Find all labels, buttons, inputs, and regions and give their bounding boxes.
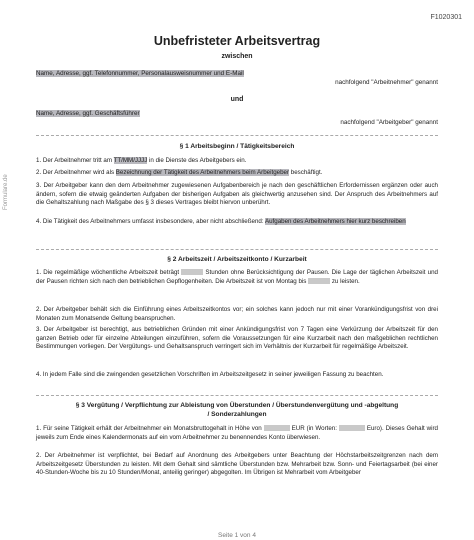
s1-p1-text-a: 1. Der Arbeitnehmer tritt am	[36, 157, 112, 164]
page-footer: Seite 1 von 4	[218, 532, 256, 539]
section-3-heading-line-2: / Sonderzahlungen	[207, 411, 267, 418]
section-3-heading: § 3 Vergütung / Verpflichtung zur Ableistung von Überstunden / Überstundenvergütung und -abgeltung	[75, 402, 399, 409]
employee-fields-placeholder: Name, Adresse, ggf. Telefonnummer, Personalausweisnummer und E-Mail	[36, 70, 244, 77]
s1-p2-text-b: beschäftigt.	[290, 169, 323, 176]
s3-p1-text-a: 1. Für seine Tätigkeit erhält der Arbeitnehmer ein Monatsbruttogehalt in Höhe von	[36, 425, 262, 432]
s2-p1-text-a: 1. Die regelmäßige wöchentliche Arbeitszeit beträgt	[36, 269, 180, 276]
section-1-heading: § 1 Arbeitsbeginn / Tätigkeitsbereich	[179, 143, 295, 150]
s1-p1-text-b: in die Dienste des Arbeitgebers ein.	[149, 157, 247, 164]
s3-p1-text-c: Euro). Dieses Gehalt wird jeweils zum Ende eines Kalendermonats auf ein vom Arbeitnehmer zu benennendes Konto überwiesen.	[36, 425, 438, 441]
s1-p2-text-a: 2. Der Arbeitnehmer wird als	[36, 169, 115, 176]
salary-words-blank	[339, 425, 365, 431]
weekday-blank	[308, 278, 330, 284]
s2-para-2: 2. Der Arbeitgeber behält sich die Einführung eines Arbeitszeitkontos vor; ein solches kann jedoch nur mit einer Vorankündigungsfrist von drei Monaten zum Monatsende Geltung beanspruchen.	[36, 306, 438, 322]
divider	[36, 135, 438, 136]
and-label: und	[230, 96, 244, 103]
employer-fields	[36, 110, 140, 119]
s1-para-4	[36, 218, 438, 227]
s2-para-1	[36, 269, 438, 286]
divider	[36, 249, 438, 250]
s1-para-2	[36, 169, 438, 178]
s2-para-3: 3. Der Arbeitgeber ist berechtigt, aus betrieblichen Gründen mit einer Ankündigungsfrist von 7 Tagen eine Verkürzung der Arbeitszeit für den ganzen Betrieb oder für einzelne Abteilungen einzuführen, sofern die Voraussetzungen für eine Kurzarbeit nach den maßgeblichen rechtlichen Bestimmungen vorliegen. Der Vergütungs- und Gehaltsanspruch verringert sich im Verhältnis der Kurzarbeit für regelmäßige Arbeitszeit.	[36, 326, 438, 351]
document-title: Unbefristeter Arbeitsvertrag	[153, 34, 321, 48]
tasks-placeholder: Aufgaben des Arbeitnehmers hier kurz beschreiben	[264, 218, 406, 225]
between-label: zwischen	[221, 53, 253, 60]
section-2-heading: § 2 Arbeitszeit / Arbeitszeitkonto / Kurzarbeit	[167, 256, 307, 263]
s1-para-1	[36, 157, 438, 166]
document-id: F1020301	[430, 14, 462, 21]
job-title-placeholder: Bezeichnung der Tätigkeit des Arbeitnehmers beim Arbeitgeber	[115, 169, 290, 176]
divider	[36, 395, 438, 396]
salary-blank	[264, 425, 290, 431]
start-date-placeholder: TT/MM/JJJJ	[113, 157, 148, 164]
hours-blank	[181, 269, 203, 275]
s2-p1-text-b: Stunden ohne Berücksichtigung der Pausen. Die Lage der täglichen Arbeitszeit und der Pausen richten sich nach den betrieblichen Gepflogenheiten. Die Arbeitszeit ist von Montag bis	[36, 269, 438, 285]
s2-para-4: 4. In jedem Falle sind die zwingenden gesetzlichen Vorschriften im Arbeitszeitgesetz in seiner jeweiligen Fassung zu beachten.	[36, 371, 384, 378]
s3-para-1	[36, 425, 438, 442]
employer-role: nachfolgend "Arbeitgeber" genannt	[340, 119, 438, 126]
employee-fields	[36, 70, 244, 79]
s3-para-2: 2. Der Arbeitnehmer ist verpflichtet, bei Bedarf auf Anordnung des Arbeitgebers unter Beachtung der Höchstarbeitszeitgrenzen nach dem Arbeitszeitgesetz Überstunden zu leisten. Mit dem Gehalt sind sämtliche Überstunden bzw. Mehrarbeit bzw. Sonn- und Feiertagsarbeit (bei einer 40-Stunden-Woche bis zu 10 Stunden/Monat, anteilig geringer) abgegolten. Im Übrigen ist Mehrarbeit vom Arbeitgeber	[36, 452, 438, 477]
employer-fields-placeholder: Name, Adresse, ggf. Geschäftsführer	[36, 110, 140, 117]
employee-role: nachfolgend "Arbeitnehmer" genannt	[335, 79, 438, 86]
side-watermark: Formulare.de	[3, 174, 9, 210]
s3-p1-text-b: EUR (in Worten:	[291, 425, 337, 432]
s1-para-3: 3. Der Arbeitgeber kann den dem Arbeitnehmer zugewiesenen Aufgabenbereich je nach den geschäftlichen Erfordernissen ergänzen oder auch ändern, sofern die etwaig geänderten Aufgaben der bisherigen Aufgaben als gleichwertig anzusehen sind. Der Anspruch des Arbeitnehmers auf die Gehaltszahlung nach Maßgabe des § 3 dieses Vertrages bleibt hiervon unberührt.	[36, 182, 438, 207]
s1-p4-text: 4. Die Tätigkeit des Arbeitnehmers umfasst insbesondere, aber nicht abschließend:	[36, 218, 264, 225]
s2-p1-text-c: zu leisten.	[331, 277, 360, 285]
